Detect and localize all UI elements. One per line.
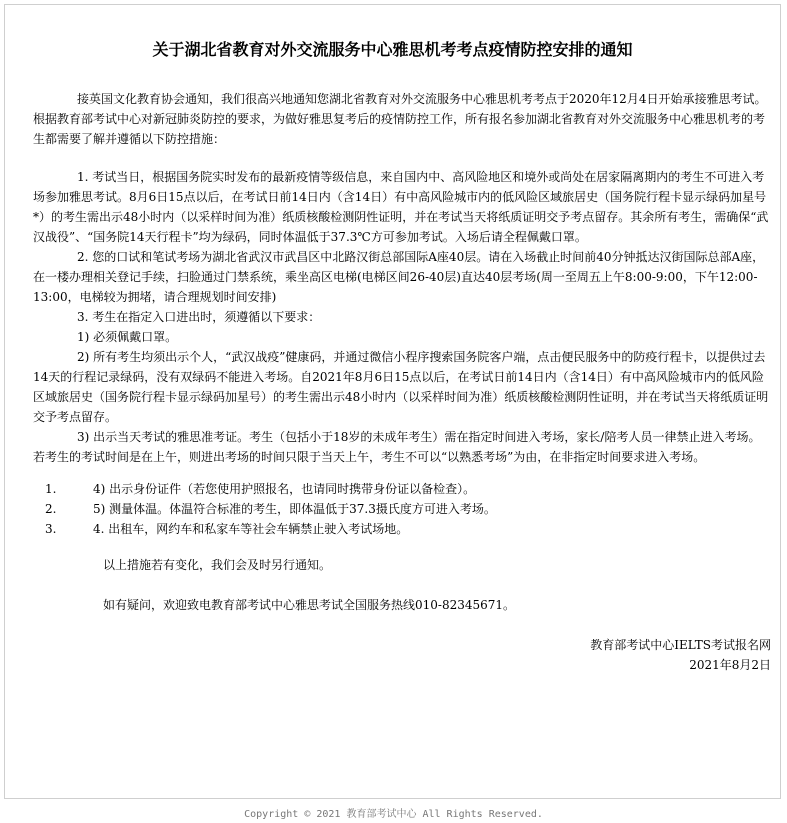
- list-item: [33, 519, 771, 539]
- list-text: 4) 出示身份证件（若您使用护照报名，也请同时携带身份证以备检查）。: [93, 482, 476, 496]
- numbered-list: [33, 479, 771, 539]
- signature-block: [33, 635, 771, 675]
- page-title: 关于湖北省教育对外交流服务中心雅思机考考点疫情防控安排的通知: [152, 40, 633, 59]
- list-number: 2.: [45, 502, 57, 516]
- notice-body: [33, 89, 771, 675]
- list-item: [33, 479, 771, 499]
- sub-item-3: 3) 出示当天考试的雅思准考证。考生（包括小于18岁的未成年考生）需在指定时间进入考场，家长/陪考人员一律禁止进入考场。若考生的考试时间是在上午，则进出考场的时间只限于当天上午，考生不可以“以熟悉考场”为由，在非指定时间要求进入考场。: [33, 430, 761, 464]
- list-number: 3.: [45, 522, 57, 536]
- closing-hotline: 如有疑问，欢迎致电教育部考试中心雅思考试全国服务热线010-82345671。: [103, 598, 516, 612]
- item-1-paragraph: 1. 考试当日，根据国务院实时发布的最新疫情等级信息，来自国内中、高风险地区和境外或尚处在居家隔离期内的考生不可进入考场参加雅思考试。8月6日15点以后，在考试日前14日内（含14日）有中高风险城市内的低风险区域旅居史（国务院行程卡显示绿码加星号*）的考生需出示48小时内（以采样时间为准）纸质核酸检测阴性证明，并在考试当天将纸质证明交予考点留存。其余所有考生，需确保“武汉战役”、“国务院14天行程卡”均为绿码，同时体温低于37.3℃方可参加考试。入场后请全程佩戴口罩。: [33, 170, 769, 244]
- list-text: 4. 出租车，网约车和私家车等社会车辆禁止驶入考试场地。: [93, 522, 409, 536]
- list-item: [33, 499, 771, 519]
- sub-item-1: 1) 必须佩戴口罩。: [77, 330, 178, 344]
- list-number: 1.: [45, 482, 57, 496]
- signature-date: 2021年8月2日: [689, 658, 771, 672]
- intro-paragraph: 接英国文化教育协会通知，我们很高兴地通知您湖北省教育对外交流服务中心雅思机考考点于2020年12月4日开始承接雅思考试。根据教育部考试中心对新冠肺炎防控的要求，为做好雅思复考后的疫情防控工作，所有报名参加湖北省教育对外交流服务中心雅思机考的考生都需要了解并遵循以下防控措施：: [33, 92, 767, 146]
- footer-copyright: Copyright © 2021 教育部考试中心 All Rights Reserved.: [244, 809, 543, 820]
- sub-item-2: 2) 所有考生均须出示个人，“武汉战疫”健康码，并通过微信小程序搜索国务院客户端，点击便民服务中的防疫行程卡，以提供过去14天的行程记录绿码，没有双绿码不能进入考场。自2021年8月6日15点以后，在考试日前14日内（含14日）有中高风险城市内的低风险区域旅居史（国务院行程卡显示绿码加星号）的考生需出示48小时内（以采样时间为准）纸质核酸检测阴性证明，并在考试当天将纸质证明交予考点留存。: [33, 350, 769, 424]
- closing-section: [33, 555, 771, 615]
- item-3-paragraph: 3. 考生在指定入口进出时，须遵循以下要求：: [77, 310, 321, 324]
- notice-frame: [4, 4, 781, 799]
- closing-change-notice: 以上措施若有变化，我们会及时另行通知。: [103, 558, 332, 572]
- signature-org: 教育部考试中心IELTS考试报名网: [590, 638, 771, 652]
- item-2-paragraph: 2. 您的口试和笔试考场为湖北省武汉市武昌区中北路汉街总部国际A座40层。请在入场截止时间前40分钟抵达汉街国际总部A座，在一楼办理相关登记手续，扫脸通过门禁系统，乘坐高区电梯(电梯区间26-40层)直达40层考场(周一至周五上午8:00-9:00，下午12:00-13:00，电梯较为拥堵，请合理规划时间安排): [33, 250, 765, 304]
- list-text: 5) 测量体温。体温符合标准的考生，即体温低于37.3摄氏度方可进入考场。: [93, 502, 496, 516]
